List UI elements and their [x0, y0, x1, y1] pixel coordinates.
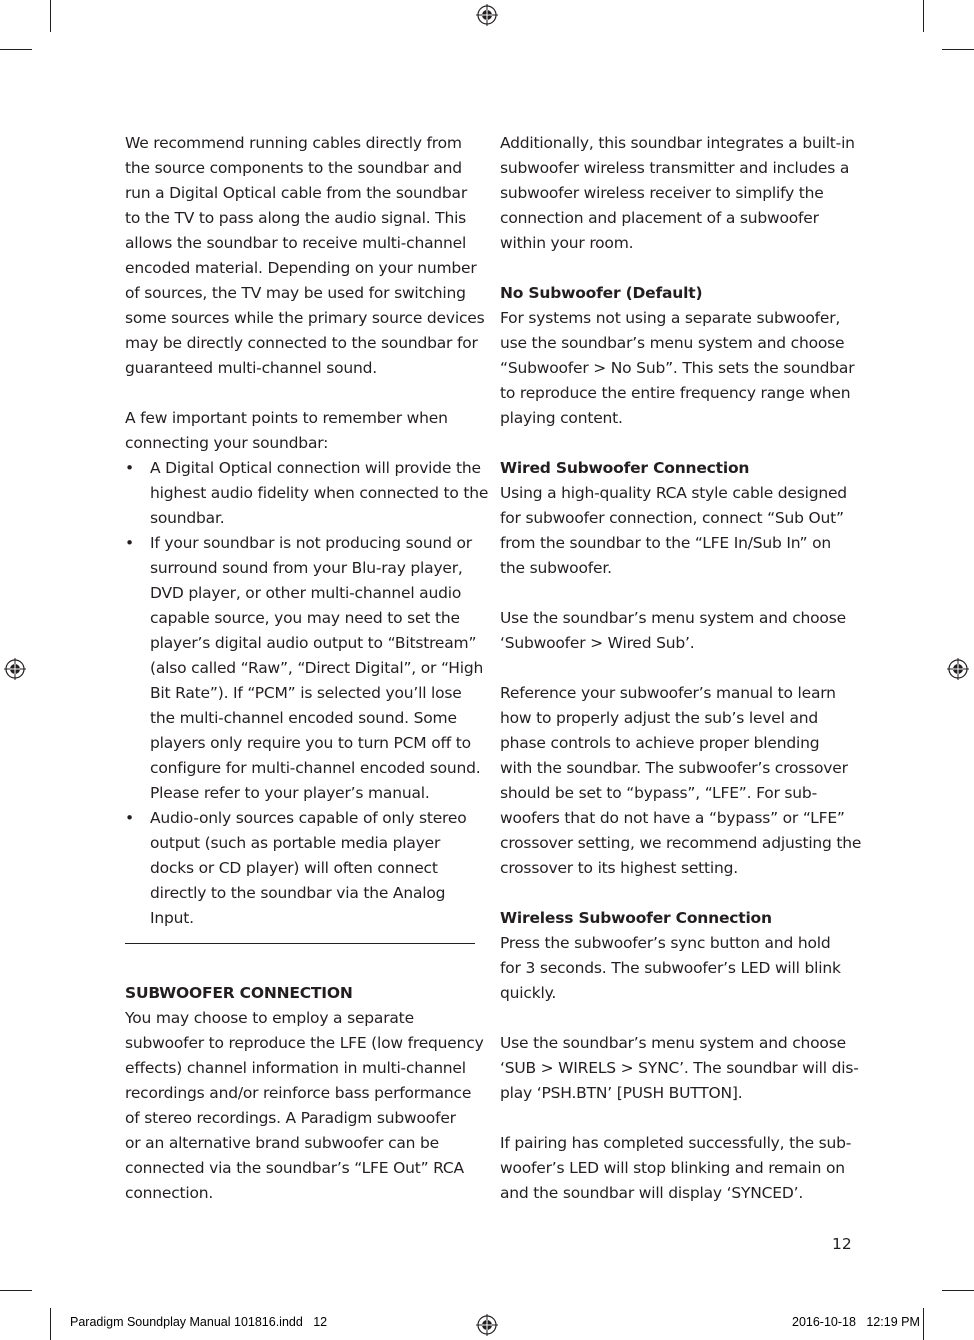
- text-line: soundbar.: [150, 509, 225, 527]
- registration-mark-icon: [4, 658, 26, 680]
- text-line: subwoofer wireless transmitter and includes a: [500, 159, 850, 177]
- wired-subwoofer-heading: Wired Subwoofer Connection: [500, 459, 750, 477]
- subwoofer-paragraph: [125, 1006, 484, 1206]
- registration-mark-icon: [947, 658, 969, 680]
- text-line: Additionally, this soundbar integrates a built-in: [500, 134, 855, 152]
- text-line: run a Digital Optical cable from the soundbar: [125, 184, 467, 202]
- text-line: DVD player, or other multi-channel audio: [150, 584, 462, 602]
- section-heading: SUBWOOFER CONNECTION: [125, 984, 353, 1002]
- text-line: woofer’s LED will stop blinking and remain on: [500, 1159, 845, 1177]
- crop-mark-top-left-h: [0, 49, 32, 50]
- text-line: surround sound from your Blu-ray player,: [150, 559, 463, 577]
- text-line: encoded material. Depending on your number: [125, 259, 477, 277]
- text-line: A few important points to remember when: [125, 409, 448, 427]
- text-line: You may choose to employ a separate: [125, 1009, 414, 1027]
- text-line: connection.: [125, 1184, 214, 1202]
- text-line: Input.: [150, 909, 194, 927]
- text-line: “Subwoofer > No Sub”. This sets the soundbar: [500, 359, 855, 377]
- wired-paragraph: [500, 481, 852, 581]
- text-line: from the soundbar to the “LFE In/Sub In” on: [500, 534, 831, 552]
- text-line: subwoofer to reproduce the LFE (low frequency: [125, 1034, 484, 1052]
- no-subwoofer-heading: No Subwoofer (Default): [500, 284, 703, 302]
- text-line: with the soundbar. The subwoofer’s crossover: [500, 759, 848, 777]
- text-line: highest audio fidelity when connected to the: [150, 484, 489, 502]
- text-line: subwoofer wireless receiver to simplify the: [500, 184, 824, 202]
- crop-mark-bottom-left-v: [50, 1308, 51, 1340]
- text-line: configure for multi-channel encoded sound.: [150, 759, 481, 777]
- text-line: within your room.: [500, 234, 634, 252]
- text-line: For systems not using a separate subwoofer,: [500, 309, 841, 327]
- crop-mark-top-left-v: [50, 0, 51, 32]
- text-line: connection and placement of a subwoofer: [500, 209, 819, 227]
- text-line: effects) channel information in multi-channel: [125, 1059, 466, 1077]
- section-divider: [125, 943, 475, 944]
- text-line: crossover setting, we recommend adjusting the: [500, 834, 862, 852]
- text-line: of sources, the TV may be used for switching: [125, 284, 466, 302]
- registration-mark-icon: [476, 1314, 498, 1336]
- text-line: directly to the soundbar via the Analog: [150, 884, 446, 902]
- text-line: crossover to its highest setting.: [500, 859, 739, 877]
- text-line: Please refer to your player’s manual.: [150, 784, 430, 802]
- text-line: quickly.: [500, 984, 557, 1002]
- crop-mark-bottom-left-h: [0, 1290, 32, 1291]
- text-line: the subwoofer.: [500, 559, 612, 577]
- text-line: to reproduce the entire frequency range when: [500, 384, 851, 402]
- text-line: We recommend running cables directly from: [125, 134, 462, 152]
- wireless-subwoofer-heading: Wireless Subwoofer Connection: [500, 909, 772, 927]
- text-line: Using a high-quality RCA style cable designed: [500, 484, 847, 502]
- text-line: Use the soundbar’s menu system and choose: [500, 609, 846, 627]
- text-line: players only require you to turn PCM off to: [150, 734, 471, 752]
- bullet-item: [125, 806, 477, 931]
- bullet-marker: •: [125, 534, 134, 552]
- text-line: capable source, you may need to set the: [150, 609, 460, 627]
- no-subwoofer-paragraph: [500, 306, 855, 431]
- text-line: connected via the soundbar’s “LFE Out” RCA: [125, 1159, 464, 1177]
- crop-mark-top-right-v: [923, 0, 924, 32]
- bullet-marker: •: [125, 459, 134, 477]
- text-line: how to properly adjust the sub’s level and: [500, 709, 819, 727]
- text-line: woofers that do not have a “bypass” or “LFE”: [500, 809, 845, 827]
- text-line: use the soundbar’s menu system and choose: [500, 334, 845, 352]
- wireless-sync-paragraph: [500, 931, 852, 1006]
- page-number: 12: [832, 1235, 852, 1253]
- crop-mark-top-right-h: [942, 49, 974, 50]
- text-line: for 3 seconds. The subwoofer’s LED will blink: [500, 959, 841, 977]
- text-line: the source components to the soundbar and: [125, 159, 462, 177]
- text-line: guaranteed multi-channel sound.: [125, 359, 378, 377]
- text-line: for subwoofer connection, connect “Sub Out”: [500, 509, 844, 527]
- wireless-menu-paragraph: [500, 1031, 859, 1106]
- text-line: and the soundbar will display ‘SYNCED’.: [500, 1184, 804, 1202]
- text-line: some sources while the primary source devices: [125, 309, 485, 327]
- text-line: the multi-channel encoded sound. Some: [150, 709, 457, 727]
- intro-paragraph: [125, 131, 485, 381]
- bullet-item: [125, 456, 489, 531]
- text-line: to the TV to pass along the audio signal. This: [125, 209, 467, 227]
- text-line: allows the soundbar to receive multi-channel: [125, 234, 467, 252]
- text-line: of stereo recordings. A Paradigm subwoofer: [125, 1109, 456, 1127]
- text-line: player’s digital audio output to “Bitstream”: [150, 634, 477, 652]
- intro-paragraph: [500, 131, 855, 256]
- wired-crossover-paragraph: [500, 681, 862, 881]
- wired-menu-paragraph: [500, 606, 852, 656]
- wireless-pairing-paragraph: [500, 1131, 852, 1206]
- left-column: [125, 131, 489, 1206]
- crop-mark-bottom-right-v: [923, 1308, 924, 1340]
- text-line: may be directly connected to the soundbar for: [125, 334, 478, 352]
- bullet-marker: •: [125, 809, 134, 827]
- text-line: should be set to “bypass”, “LFE”. For sub-: [500, 784, 817, 802]
- text-line: Bit Rate”). If “PCM” is selected you’ll lose: [150, 684, 462, 702]
- text-line: playing content.: [500, 409, 623, 427]
- text-line: output (such as portable media player: [150, 834, 441, 852]
- bullet-item: [125, 531, 484, 806]
- crop-mark-bottom-right-h: [942, 1290, 974, 1291]
- text-line: Press the subwoofer’s sync button and hold: [500, 934, 831, 952]
- text-line: ‘Subwoofer > Wired Sub’.: [500, 634, 695, 652]
- text-line: docks or CD player) will often connect: [150, 859, 438, 877]
- text-line: Reference your subwoofer’s manual to learn: [500, 684, 836, 702]
- text-line: Audio-only sources capable of only stereo: [150, 809, 467, 827]
- registration-mark-icon: [476, 4, 498, 26]
- text-line: or an alternative brand subwoofer can be: [125, 1134, 440, 1152]
- text-line: phase controls to achieve proper blending: [500, 734, 820, 752]
- slug-timestamp: 2016-10-18 12:19 PM: [792, 1315, 920, 1329]
- text-line: If your soundbar is not producing sound or: [150, 534, 472, 552]
- points-paragraph: [125, 406, 477, 456]
- text-line: A Digital Optical connection will provide the: [150, 459, 481, 477]
- text-line: connecting your soundbar:: [125, 434, 329, 452]
- text-line: ‘SUB > WIRELS > SYNC’. The soundbar will dis-: [500, 1059, 859, 1077]
- text-line: play ‘PSH.BTN’ [PUSH BUTTON].: [500, 1084, 743, 1102]
- right-column: [500, 131, 862, 1206]
- slug-filename: Paradigm Soundplay Manual 101816.indd 12: [70, 1315, 328, 1329]
- text-line: recordings and/or reinforce bass performance: [125, 1084, 472, 1102]
- text-line: (also called “Raw”, “Direct Digital”, or “High: [150, 659, 484, 677]
- text-line: If pairing has completed successfully, the sub-: [500, 1134, 852, 1152]
- text-line: Use the soundbar’s menu system and choose: [500, 1034, 846, 1052]
